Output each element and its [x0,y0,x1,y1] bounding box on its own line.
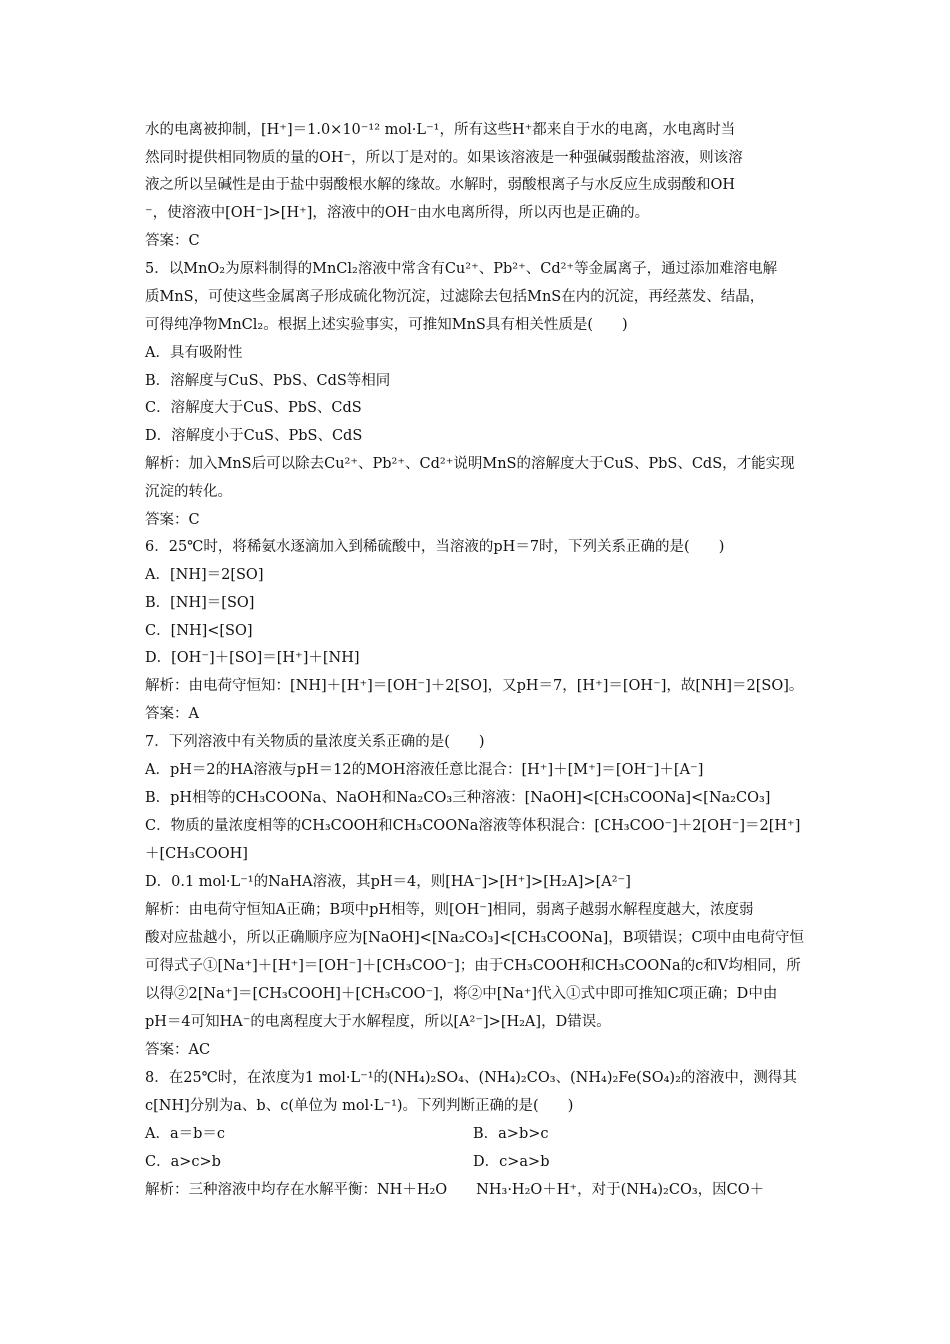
option-b: B．pH相等的CH₃COONa、NaOH和Na₂CO₃三种溶液：[NaOH]<[CH₃COONa]<[Na₂CO₃] [145,790,771,806]
answer-line: 答案：A [145,706,199,722]
option-c: C．a>c>b [145,1154,221,1170]
text-line: 酸对应盐越小，所以正确顺序应为[NaOH]<[Na₂CO₃]<[CH₃COONa]，B项错误；C项中由电荷守恒 [145,930,805,946]
analysis-line: 解析：由电荷守恒知A正确；B项中pH相等，则[OH⁻]相同，弱离子越弱水解程度越大，浓度弱 [145,902,754,918]
text-line: 液之所以呈碱性是由于盐中弱酸根水解的缘故。水解时，弱酸根离子与水反应生成弱酸和OH [145,177,736,193]
text-line: pH＝4可知HA⁻的电离程度大于水解程度，所以[A²⁻]>[H₂A]，D错误。 [145,1014,611,1030]
option-a: A．[NH]＝2[SO] [145,567,264,583]
option-a: A．a＝b＝c [145,1126,226,1142]
text-line: 沉淀的转化。 [145,484,232,500]
answer-line: 答案：C [145,233,200,249]
option-b: B．[NH]＝[SO] [145,595,255,611]
option-c: C．溶解度大于CuS、PbS、CdS [145,400,362,416]
text-line: 可得式子①[Na⁺]＋[H⁺]＝[OH⁻]＋[CH₃COO⁻]；由于CH₃COOH和CH₃COONa的c和V均相同，所 [145,958,801,974]
text-line: 可得纯净物MnCl₂。根据上述实验事实，可推知MnS具有相关性质是( ) [145,317,628,333]
text-line: 质MnS，可使这些金属离子形成硫化物沉淀，过滤除去包括MnS在内的沉淀，再经蒸发、结晶， [145,289,765,305]
option-b: B．溶解度与CuS、PbS、CdS等相同 [145,373,391,389]
option-d: D．[OH⁻]＋[SO]＝[H⁺]＋[NH] [145,650,360,666]
text-line: 然同时提供相同物质的量的OH⁻，所以丁是对的。如果该溶液是一种强碱弱酸盐溶液，则该溶 [145,150,743,166]
option-b: B．a>b>c [473,1126,549,1142]
option-d: D．0.1 mol·L⁻¹的NaHA溶液，其pH＝4，则[HA⁻]>[H⁺]>[H₂A]>[A²⁻] [145,874,631,890]
question-5: 5．以MnO₂为原料制得的MnCl₂溶液中常含有Cu²⁺、Pb²⁺、Cd²⁺等金属离子，通过添加难溶电解 [145,261,778,277]
option-d: D．溶解度小于CuS、PbS、CdS [145,428,363,444]
text-line: 以得②2[Na⁺]＝[CH₃COOH]＋[CH₃COO⁻]，将②中[Na⁺]代入①式中即可推知C项正确；D中由 [145,986,778,1002]
question-7: 7．下列溶液中有关物质的量浓度关系正确的是( ) [145,734,485,750]
option-a: A．具有吸附性 [145,345,243,361]
answer-line: 答案：C [145,512,200,528]
analysis-line: 解析：三种溶液中均存在水解平衡：NH＋H₂O NH₃·H₂O＋H⁺，对于(NH₄)₂CO₃，因CO＋ [145,1182,765,1198]
analysis-line: 解析：由电荷守恒知：[NH]＋[H⁺]＝[OH⁻]＋2[SO]，又pH＝7，[H⁺]＝[OH⁻]，故[NH]＝2[SO]。 [145,678,804,694]
text-line: ＋[CH₃COOH] [145,846,248,862]
text-line: c[NH]分别为a、b、c(单位为 mol·L⁻¹)。下列判断正确的是( ) [145,1098,574,1114]
option-d: D．c>a>b [473,1154,550,1170]
question-8: 8．在25℃时，在浓度为1 mol·L⁻¹的(NH₄)₂SO₄、(NH₄)₂CO₃、(NH₄)₂Fe(SO₄)₂的溶液中，测得其 [145,1070,797,1086]
question-6: 6．25℃时，将稀氨水逐滴加入到稀硫酸中，当溶液的pH＝7时，下列关系正确的是( ) [145,539,725,555]
analysis-line: 解析：加入MnS后可以除去Cu²⁺、Pb²⁺、Cd²⁺说明MnS的溶解度大于CuS、PbS、CdS，才能实现 [145,456,795,472]
answer-line: 答案：AC [145,1042,211,1058]
text-line: ⁻，使溶液中[OH⁻]>[H⁺]，溶液中的OH⁻由水电离所得，所以丙也是正确的。 [145,205,650,221]
option-c: C．[NH]<[SO] [145,623,253,639]
text-line: 水的电离被抑制，[H⁺]＝1.0×10⁻¹² mol·L⁻¹，所有这些H⁺都来自于水的电离，水电离时当 [145,122,736,138]
option-c: C．物质的量浓度相等的CH₃COOH和CH₃COONa溶液等体积混合：[CH₃COO⁻]＋2[OH⁻]＝2[H⁺] [145,818,801,834]
option-a: A．pH＝2的HA溶液与pH＝12的MOH溶液任意比混合：[H⁺]＋[M⁺]＝[OH⁻]＋[A⁻] [145,762,704,778]
